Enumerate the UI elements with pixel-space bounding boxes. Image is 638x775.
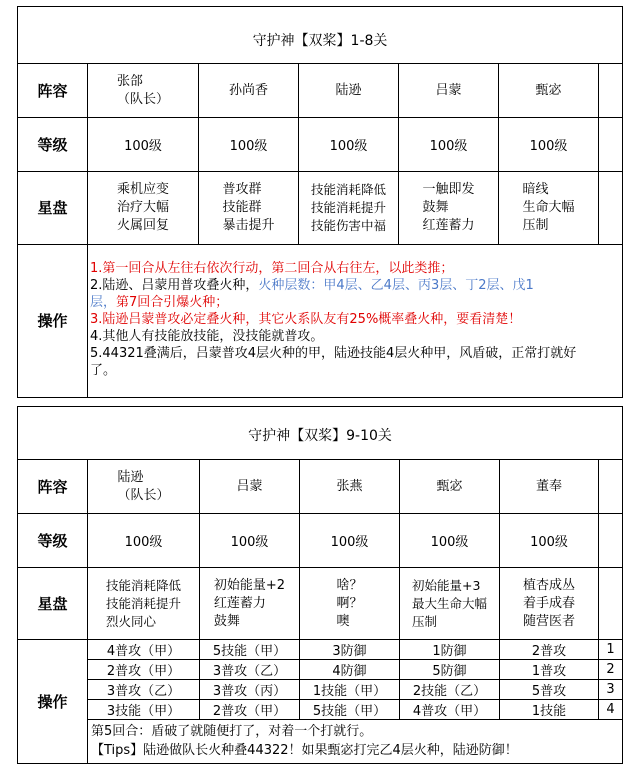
ops-cell: 3普攻（乙） bbox=[212, 664, 287, 679]
ops-line-2-b: 火种层数：甲4层、乙4层、丙3层、丁2层、戊1 bbox=[258, 278, 534, 293]
hero-star: 暗线 生命大幅 压制 bbox=[522, 182, 575, 233]
ops-note-1: 第5回合：盾破了就随便打了，对着一个打就行。 bbox=[91, 724, 373, 739]
panel-title: 守护神【双桨】9-10关 bbox=[248, 428, 392, 444]
hero-name: 甄宓 bbox=[436, 478, 463, 494]
hero-name: 吕蒙 bbox=[236, 478, 263, 494]
panel-title: 守护神【双桨】1-8关 bbox=[252, 33, 388, 49]
hero-level: 100级 bbox=[529, 139, 568, 154]
row-label-ops: 操作 bbox=[37, 312, 68, 330]
ops-cell: 1普攻 bbox=[531, 664, 567, 679]
row-label-lineup: 阵容 bbox=[37, 477, 68, 496]
hero-star: 植杏成丛 着手成春 随营医者 bbox=[522, 577, 575, 629]
round-number: 2 bbox=[606, 662, 615, 677]
divider bbox=[598, 63, 599, 244]
hero-name: 董奉 bbox=[535, 478, 562, 494]
divider bbox=[87, 719, 622, 720]
ops-cell: 2普攻 bbox=[531, 644, 567, 659]
hero-star: 乘机应变 治疗大幅 火属回复 bbox=[116, 182, 169, 233]
ops-cell: 1技能（甲） bbox=[312, 684, 387, 699]
hero-star: 初始能量+3 最大生命大幅 压制 bbox=[411, 577, 487, 629]
hero-star: 技能消耗降低 技能消耗提升 技能伤害中福 bbox=[310, 182, 386, 233]
row-label-level: 等级 bbox=[37, 135, 68, 154]
ops-cell: 5技能（甲） bbox=[312, 704, 387, 719]
hero-star: 一触即发 鼓舞 红莲蓄力 bbox=[422, 182, 475, 233]
hero-name: 吕蒙 bbox=[435, 82, 462, 98]
ops-cell: 2普攻（甲） bbox=[106, 664, 181, 679]
ops-cell: 3普攻（丙） bbox=[212, 684, 287, 699]
hero-name: 陆逊 （队长） bbox=[117, 469, 170, 503]
round-number: 3 bbox=[606, 682, 615, 697]
ops-line-3: 3.陆逊吕蒙普攻必定叠火种，其它火系队友有25%概率叠火种，要看清楚！ bbox=[90, 312, 522, 327]
hero-level: 100级 bbox=[329, 139, 368, 154]
ops-cell: 4普攻（甲） bbox=[106, 644, 181, 659]
hero-level: 100级 bbox=[430, 535, 469, 550]
hero-level: 100级 bbox=[330, 535, 369, 550]
ops-cell: 3防御 bbox=[332, 644, 367, 659]
ops-line-4: 4.其他人有技能放技能，没技能就普攻。 bbox=[90, 329, 324, 344]
divider bbox=[18, 244, 622, 245]
ops-line-1: 1.第一回合从左往右依次行动，第二回合从右往左，以此类推； bbox=[90, 261, 454, 276]
ops-note-2: 【Tips】陆逊做队长火种叠44322！如果甄宓打完乙4层火种，陆逊防御！ bbox=[91, 743, 518, 758]
ops-line-2-d: 第7回合引爆火种； bbox=[116, 295, 229, 310]
ops-cell: 2技能（乙） bbox=[412, 684, 487, 699]
hero-level: 100级 bbox=[230, 535, 269, 550]
hero-level: 100级 bbox=[124, 139, 162, 154]
hero-level: 100级 bbox=[124, 535, 163, 550]
hero-name: 孙尚香 bbox=[228, 82, 268, 98]
hero-star: 普攻群 技能群 暴击提升 bbox=[222, 182, 275, 233]
ops-cell: 5普攻 bbox=[531, 684, 567, 699]
row-label-star: 星盘 bbox=[37, 594, 68, 613]
hero-star: 初始能量+2 红莲蓄力 鼓舞 bbox=[213, 577, 286, 629]
ops-line-5: 5.44321叠满后，吕蒙普攻4层火种的甲，陆逊技能4层火种甲，风盾破，正常打就好了。 bbox=[90, 346, 577, 378]
hero-name: 陆逊 bbox=[335, 82, 362, 98]
ops-cell: 4普攻（甲） bbox=[412, 704, 487, 719]
ops-line-2 bbox=[90, 277, 598, 311]
ops-text bbox=[90, 260, 598, 379]
ops-cell: 3普攻（乙） bbox=[106, 684, 181, 699]
ops-cell: 5技能（甲） bbox=[212, 644, 287, 659]
panel-stages-9-10 bbox=[17, 406, 623, 764]
hero-level: 100级 bbox=[429, 139, 468, 154]
hero-level: 100级 bbox=[530, 535, 568, 550]
ops-cell: 2普攻（甲） bbox=[212, 704, 287, 719]
hero-star: 啥？ 啊？ 噢 bbox=[336, 577, 363, 629]
row-label-star: 星盘 bbox=[37, 199, 68, 217]
ops-cell: 1防御 bbox=[432, 644, 467, 659]
hero-level: 100级 bbox=[229, 139, 268, 154]
hero-name: 张郃 （队长） bbox=[116, 73, 169, 107]
hero-name: 张燕 bbox=[336, 478, 363, 494]
row-label-lineup: 阵容 bbox=[37, 81, 68, 100]
row-label-ops: 操作 bbox=[37, 692, 68, 711]
panel-stages-1-8 bbox=[17, 6, 623, 398]
ops-cell: 3技能（甲） bbox=[106, 704, 181, 719]
ops-cell: 4防御 bbox=[332, 664, 367, 679]
hero-name: 甄宓 bbox=[535, 82, 562, 98]
round-number: 4 bbox=[606, 702, 615, 717]
ops-line-2-c: 层， bbox=[90, 295, 117, 310]
ops-line-2-a: 2.陆逊、吕蒙用普攻叠火种， bbox=[90, 278, 259, 293]
hero-star: 技能消耗降低 技能消耗提升 烈火同心 bbox=[105, 577, 181, 629]
ops-cell: 5防御 bbox=[432, 664, 467, 679]
ops-cell: 1技能 bbox=[531, 704, 567, 719]
round-number: 1 bbox=[606, 642, 615, 657]
row-label-level: 等级 bbox=[37, 531, 68, 550]
